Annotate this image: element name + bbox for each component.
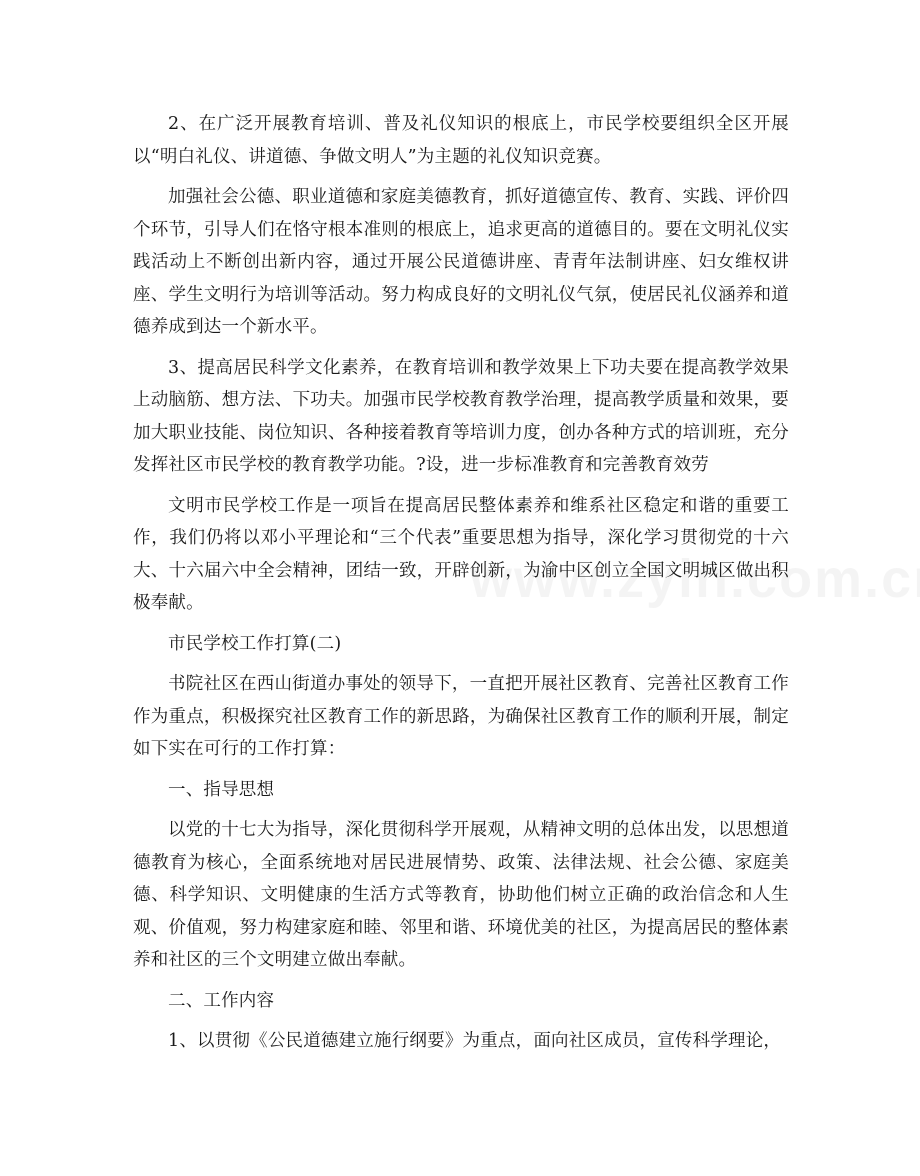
paragraph-5: 书院社区在西山街道办事处的领导下，一直把开展社区教育、完善社区教育工作作为重点，积极探究社区教育工作的新思路，为确保社区教育工作的顺利开展，制定如下实在可行的工作打算： — [133, 674, 789, 759]
paragraph-6: 以党的十七大为指导，深化贯彻科学开展观，从精神文明的总体出发，以思想道德教育为核心，全面系统地对居民进展情势、政策、法律法规、社会公德、家庭美德、科学知识、文明健康的生活方式等教育，协助他们树立正确的政治信念和人生观、价值观，努力构建家庭和睦、邻里和谐、环境优美的社区，为提高居民的整体素养和社区的三个文明建立做出奉献。 — [133, 820, 789, 970]
heading-work-content: 二、工作内容 — [168, 990, 275, 1011]
paragraph-4: 文明市民学校工作是一项旨在提高居民整体素养和维系社区稳定和谐的重要工作，我们仍将以邓小平理论和“三个代表”重要思想为指导，深化学习贯彻党的十六大、十六届六中全会精神，团结一致，开辟创新，为渝中区创立全国文明城区做出积极奉献。 — [133, 495, 789, 613]
document-body — [133, 108, 789, 1066]
section-title: 市民学校工作打算(二) — [168, 633, 342, 654]
heading-guiding-ideology: 一、指导思想 — [168, 779, 275, 800]
paragraph-2: 加强社会公德、职业道德和家庭美德教育，抓好道德宣传、教育、实践、评价四个环节，引导人们在恪守根本准则的根底上，追求更高的道德目的。要在文明礼仪实践活动上不断创出新内容，通过开展公民道德讲座、青青年法制讲座、妇女维权讲座、学生文明行为培训等活动。努力构成良好的文明礼仪气氛，使居民礼仪涵养和道德养成到达一个新水平。 — [133, 187, 789, 337]
paragraph-1: 2、在广泛开展教育培训、普及礼仪知识的根底上，市民学校要组织全区开展以“明白礼仪、讲道德、争做文明人”为主题的礼仪知识竞赛。 — [133, 114, 789, 167]
paragraph-7: 1、以贯彻《公民道德建立施行纲要》为重点，面向社区成员，宣传科学理论， — [168, 1031, 782, 1051]
paragraph-3: 3、提高居民科学文化素养，在教育培训和教学效果上下功夫要在提高教学效果上动脑筋、想方法、下功夫。加强市民学校教育教学治理，提高教学质量和效果，要加大职业技能、岗位知识、各种接着教育等培训力度，创办各种方式的培训班，充分发挥社区市民学校的教育教学功能。?设，进一步标准教育和完善教育效劳 — [133, 357, 789, 475]
